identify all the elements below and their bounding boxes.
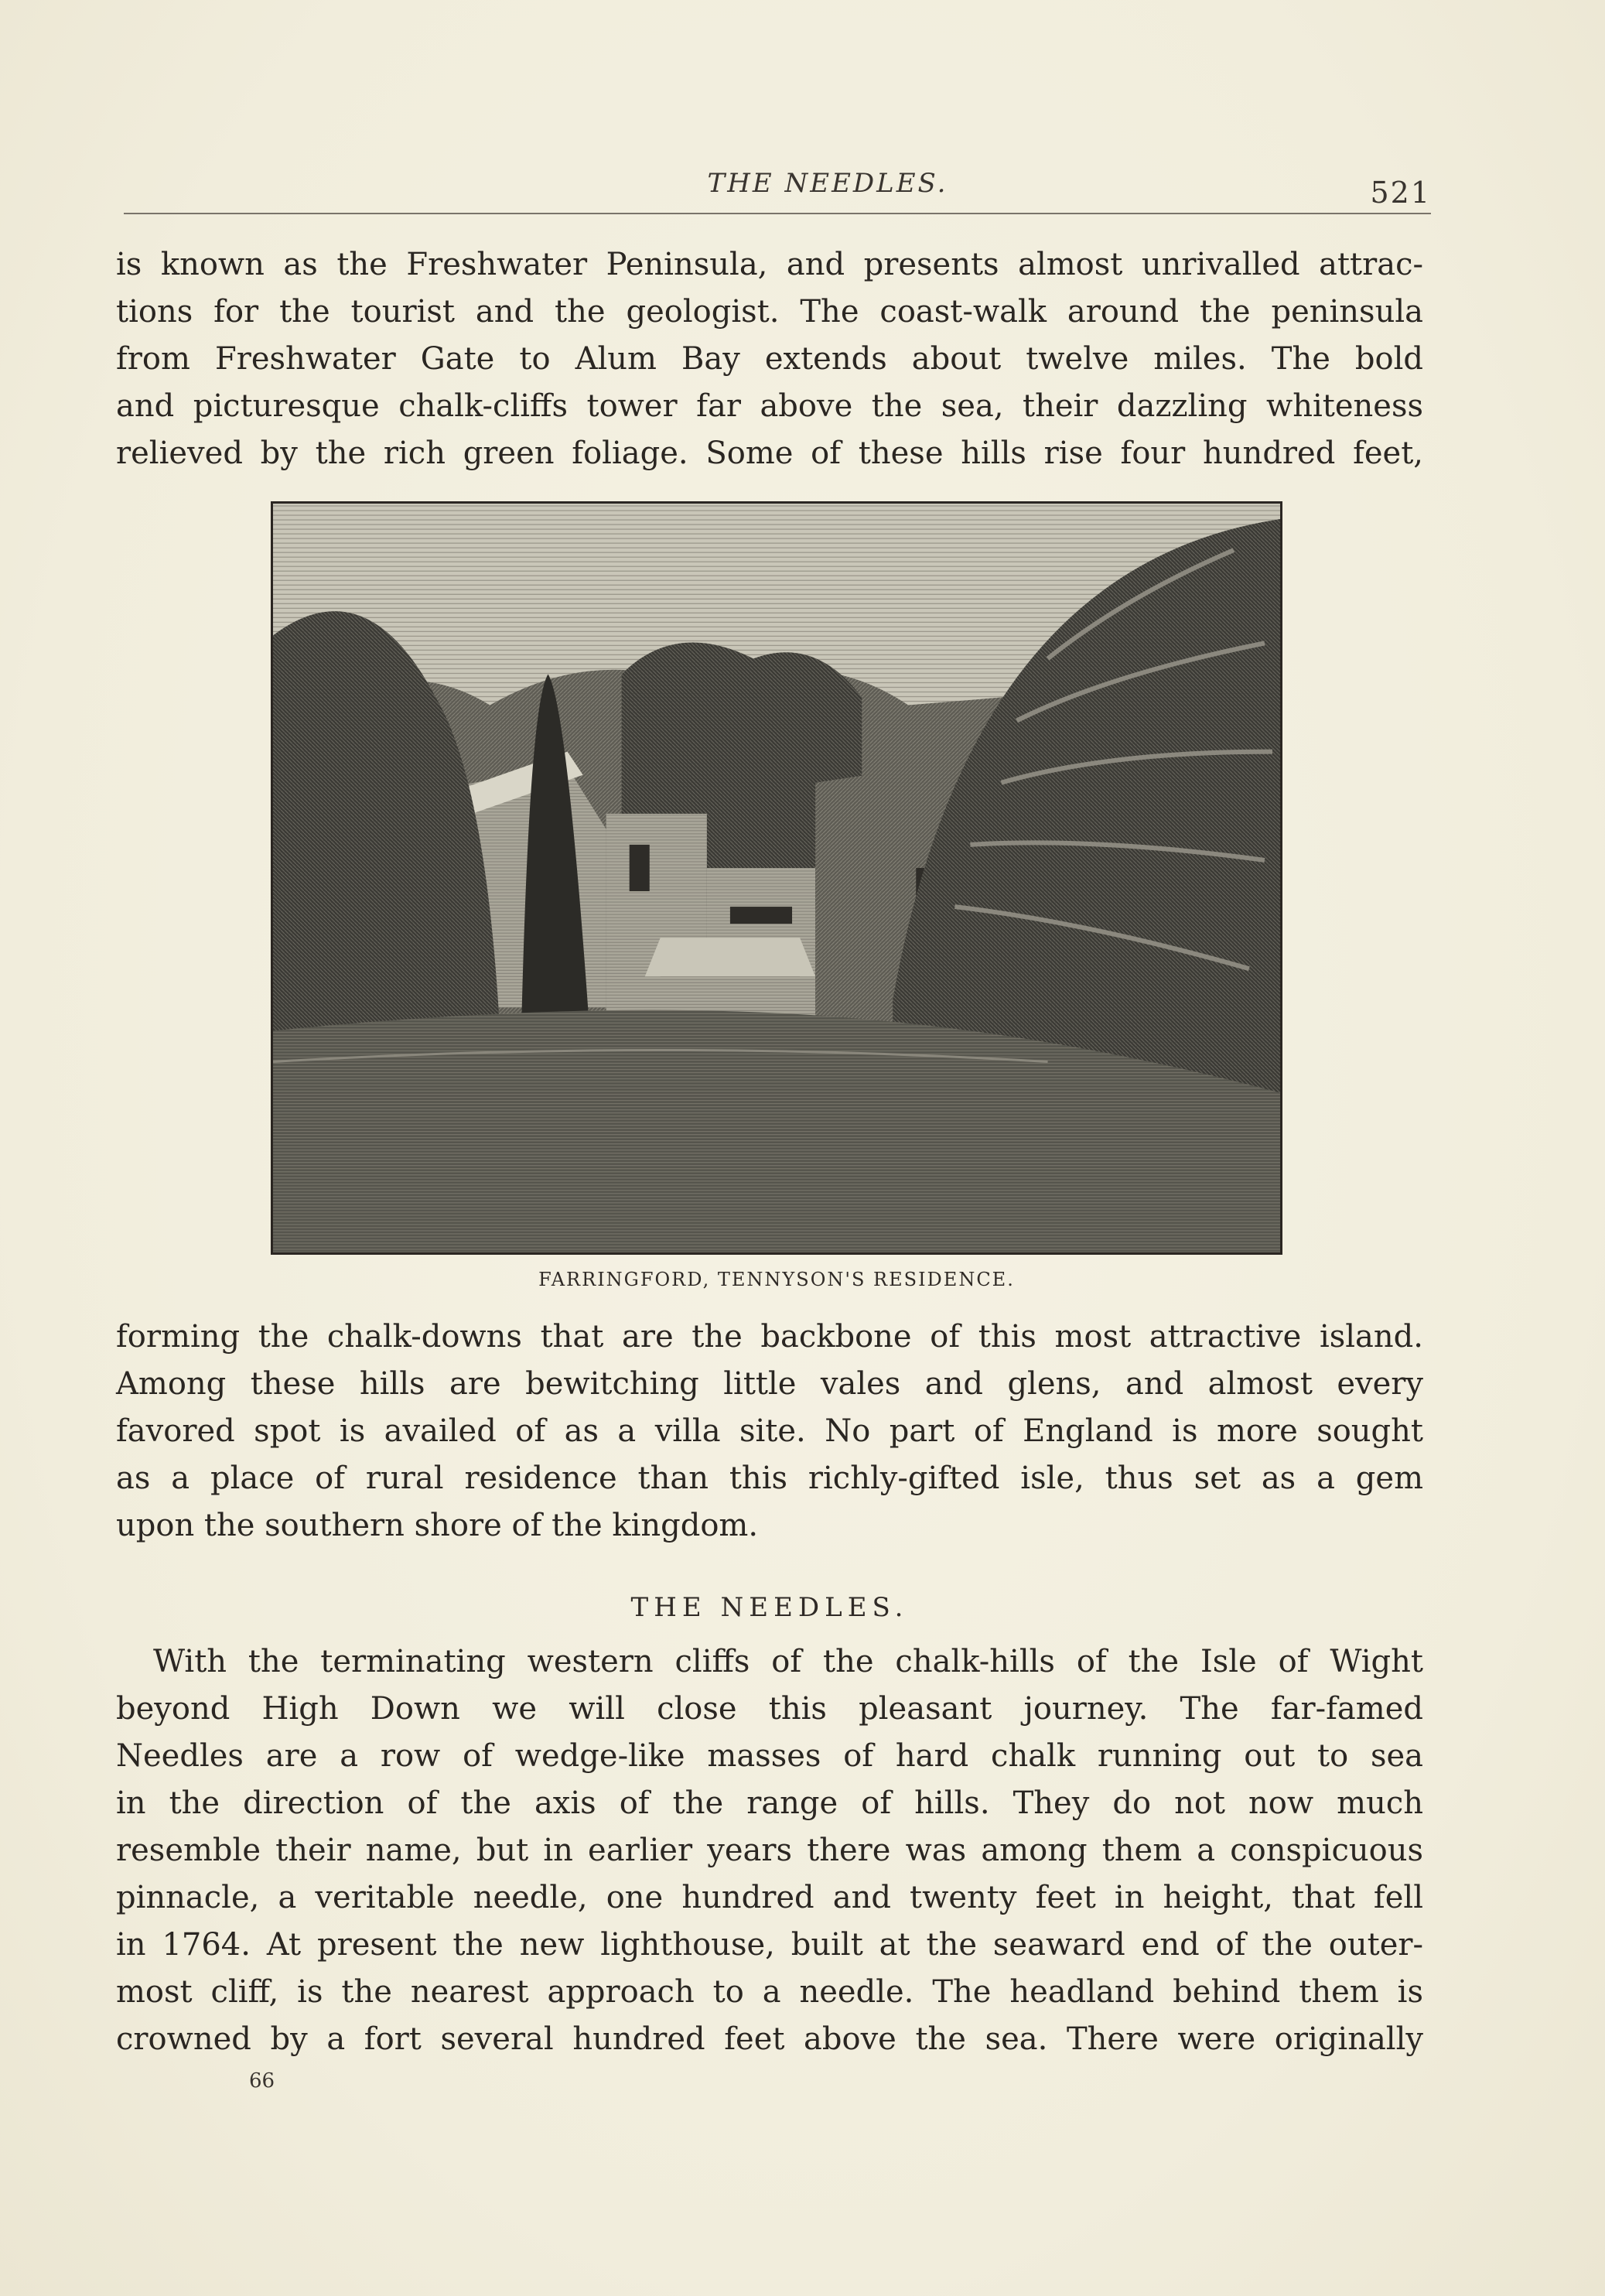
running-head	[124, 159, 1439, 220]
text-line: upon the southern shore of the kingdom.	[116, 1508, 759, 1543]
page-number: 521	[1370, 176, 1431, 210]
running-title: THE NEEDLES.	[707, 168, 948, 199]
text-line: is known as the Freshwater Peninsula, and presents almost unrivalled attrac-	[116, 247, 1423, 282]
text-line: crowned by a fort several hundred feet above the sea. There were originally	[116, 2021, 1423, 2057]
section-heading: THE NEEDLES.	[630, 1592, 909, 1623]
text-line: in the direction of the axis of the range of hills. They do not now much	[116, 1785, 1423, 1821]
paragraph-1	[116, 241, 1423, 477]
signature-mark: 66	[249, 2069, 275, 2093]
paragraph-2	[116, 1314, 1423, 1549]
text-line: beyond High Down we will close this pleasant journey. The far-famed	[116, 1691, 1423, 1727]
text-line: from Freshwater Gate to Alum Bay extends about twelve miles. The bold	[116, 341, 1423, 377]
text-line: Needles are a row of wedge-like masses of hard chalk running out to sea	[116, 1738, 1423, 1774]
text-line: and picturesque chalk-cliffs tower far above the sea, their dazzling whiteness	[116, 388, 1423, 424]
text-line: as a place of rural residence than this richly-gifted isle, thus set as a gem	[116, 1461, 1423, 1496]
header-rule	[124, 213, 1431, 214]
section-body	[116, 1638, 1423, 2063]
text-line: tions for the tourist and the geologist. The coast-walk around the peninsula	[116, 294, 1423, 330]
text-line: pinnacle, a veritable needle, one hundred and twenty feet in height, that fell	[116, 1880, 1423, 1915]
illustration-caption: FARRINGFORD, TENNYSON'S RESIDENCE.	[538, 1269, 1015, 1290]
text-line: With the terminating western cliffs of the chalk-hills of the Isle of Wight	[153, 1644, 1423, 1679]
text-line: most cliff, is the nearest approach to a needle. The headland behind them is	[116, 1974, 1423, 2010]
text-line: Among these hills are bewitching little vales and glens, and almost every	[116, 1366, 1423, 1402]
engraving-image	[273, 504, 1280, 1252]
text-line: favored spot is availed of as a villa site. No part of England is more sought	[116, 1413, 1423, 1449]
text-line: forming the chalk-downs that are the backbone of this most attractive island.	[116, 1319, 1423, 1355]
engraving-illustration	[271, 501, 1282, 1255]
text-line: resemble their name, but in earlier years there was among them a conspicuous	[116, 1833, 1423, 1868]
text-line: in 1764. At present the new lighthouse, built at the seaward end of the outer-	[116, 1927, 1423, 1963]
text-line: relieved by the rich green foliage. Some of these hills rise four hundred feet,	[116, 436, 1423, 471]
